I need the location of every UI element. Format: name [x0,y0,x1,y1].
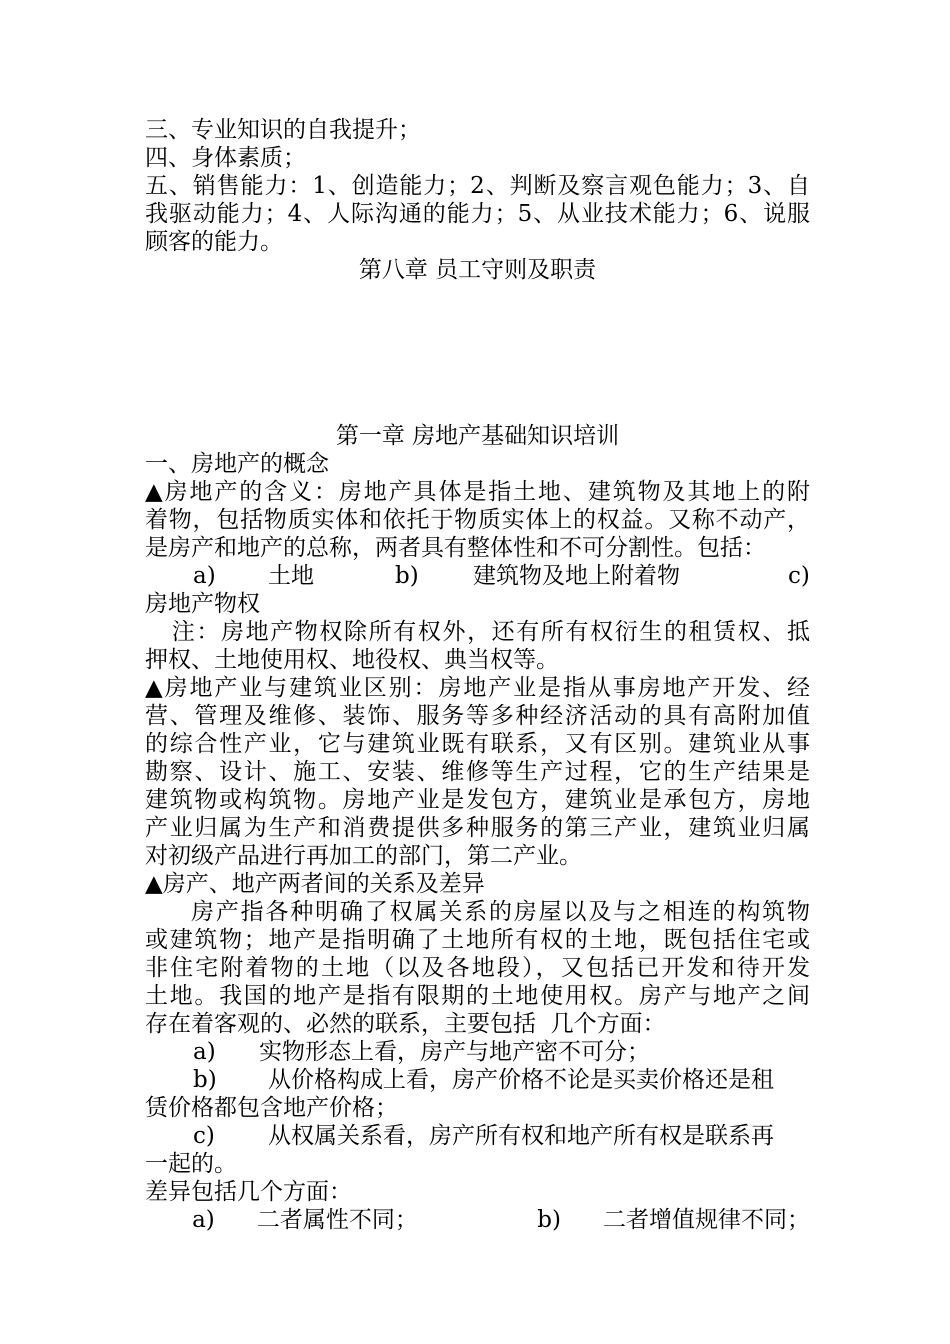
item-text: 二者增值规律不同； [603,1207,810,1233]
item-text: 二者属性不同； [256,1207,418,1233]
text-line: ▲房地产的含义：房地产具体是指土地、建筑物及其地上的附 [145,479,810,505]
list-item [145,1066,810,1094]
text-line: 我驱动能力；4、人际沟通的能力；5、从业技术能力；6、说服 [145,201,810,227]
text-line: 房产指各种明确了权属关系的房屋以及与之相连的构筑物 [191,899,810,925]
text-line: 或建筑物；地产是指明确了土地所有权的土地，既包括住宅或 [145,927,810,953]
chapter-one-title: 第一章 房地产基础知识培训 [335,423,620,449]
text-line: 非住宅附着物的土地（以及各地段），又包括已开发和待开发 [145,955,810,981]
list-item: 五、销售能力：1、创造能力；2、判断及察言观色能力；3、自 [145,173,810,199]
list-item [145,1122,810,1150]
list-item [145,1038,810,1066]
top-section [145,116,810,284]
item-marker: c) [788,563,810,589]
text-line: 勘察、设计、施工、安装、维修等生产过程，它的生产结果是 [145,759,810,785]
item-text: 实物形态上看，房产与地产密不可分； [259,1039,650,1065]
text-line: 营、管理及维修、装饰、服务等多种经济活动的具有高附加值 [145,703,810,729]
text-line: 是房产和地产的总称，两者具有整体性和不可分割性。包括： [145,535,766,561]
section-heading: 一、房地产的概念 [145,451,329,477]
chapter-one-section [145,422,810,1234]
item-marker: a) [193,563,216,589]
item-marker: a) [193,1039,216,1065]
item-marker: a) [192,1207,215,1233]
text-line: 产业归属为生产和消费提供多种服务的第三产业，建筑业归属 [145,815,810,841]
text-line: 建筑物或构筑物。房地产业是发包方，建筑业是承包方，房地 [145,787,810,813]
item-marker: b) [537,1207,561,1233]
item-marker: b) [193,1067,217,1093]
text-line: 对初级产品进行再加工的部门，第二产业。 [145,843,582,869]
text-line: 的综合性产业，它与建筑业既有联系，又有区别。建筑业从事 [145,731,810,757]
text-line: 存在着客观的、必然的联系，主要包括 几个方面： [145,1011,666,1037]
text-line: 顾客的能力。 [145,229,283,255]
item-text: 一起的。 [145,1151,237,1177]
items-row [145,562,810,590]
item-text: 赁价格都包含地产价格； [145,1095,398,1121]
section-heading: ▲房产、地产两者间的关系及差异 [145,871,485,897]
text-line: ▲房地产业与建筑业区别：房地产业是指从事房地产开发、经 [145,675,810,701]
item-text: 从权属关系看，房产所有权和地产所有权是联系再 [268,1123,774,1149]
chapter-eight-title: 第八章 员工守则及职责 [358,257,597,283]
item-text: 建筑物及地上附着物 [473,563,680,589]
note-line: 注：房地产物权除所有权外，还有所有权衍生的租赁权、抵 [145,619,810,645]
list-item [145,1206,810,1234]
item-text: 土地 [268,563,314,589]
note-line: 押权、土地使用权、地役权、典当权等。 [145,647,559,673]
item-marker: c) [193,1123,215,1149]
section-heading: 差异包括几个方面： [145,1179,352,1205]
text-line: 土地。我国的地产是指有限期的土地使用权。房产与地产之间 [145,983,810,1009]
list-item: 四、身体素质； [145,145,306,171]
list-item: 三、专业知识的自我提升； [145,117,421,143]
text-line: 着物，包括物质实体和依托于物质实体上的权益。又称不动产， [145,507,810,533]
item-marker: b) [395,563,419,589]
item-text: 从价格构成上看，房产价格不论是买卖价格还是租 [268,1067,774,1093]
item-text: 房地产物权 [145,591,260,617]
